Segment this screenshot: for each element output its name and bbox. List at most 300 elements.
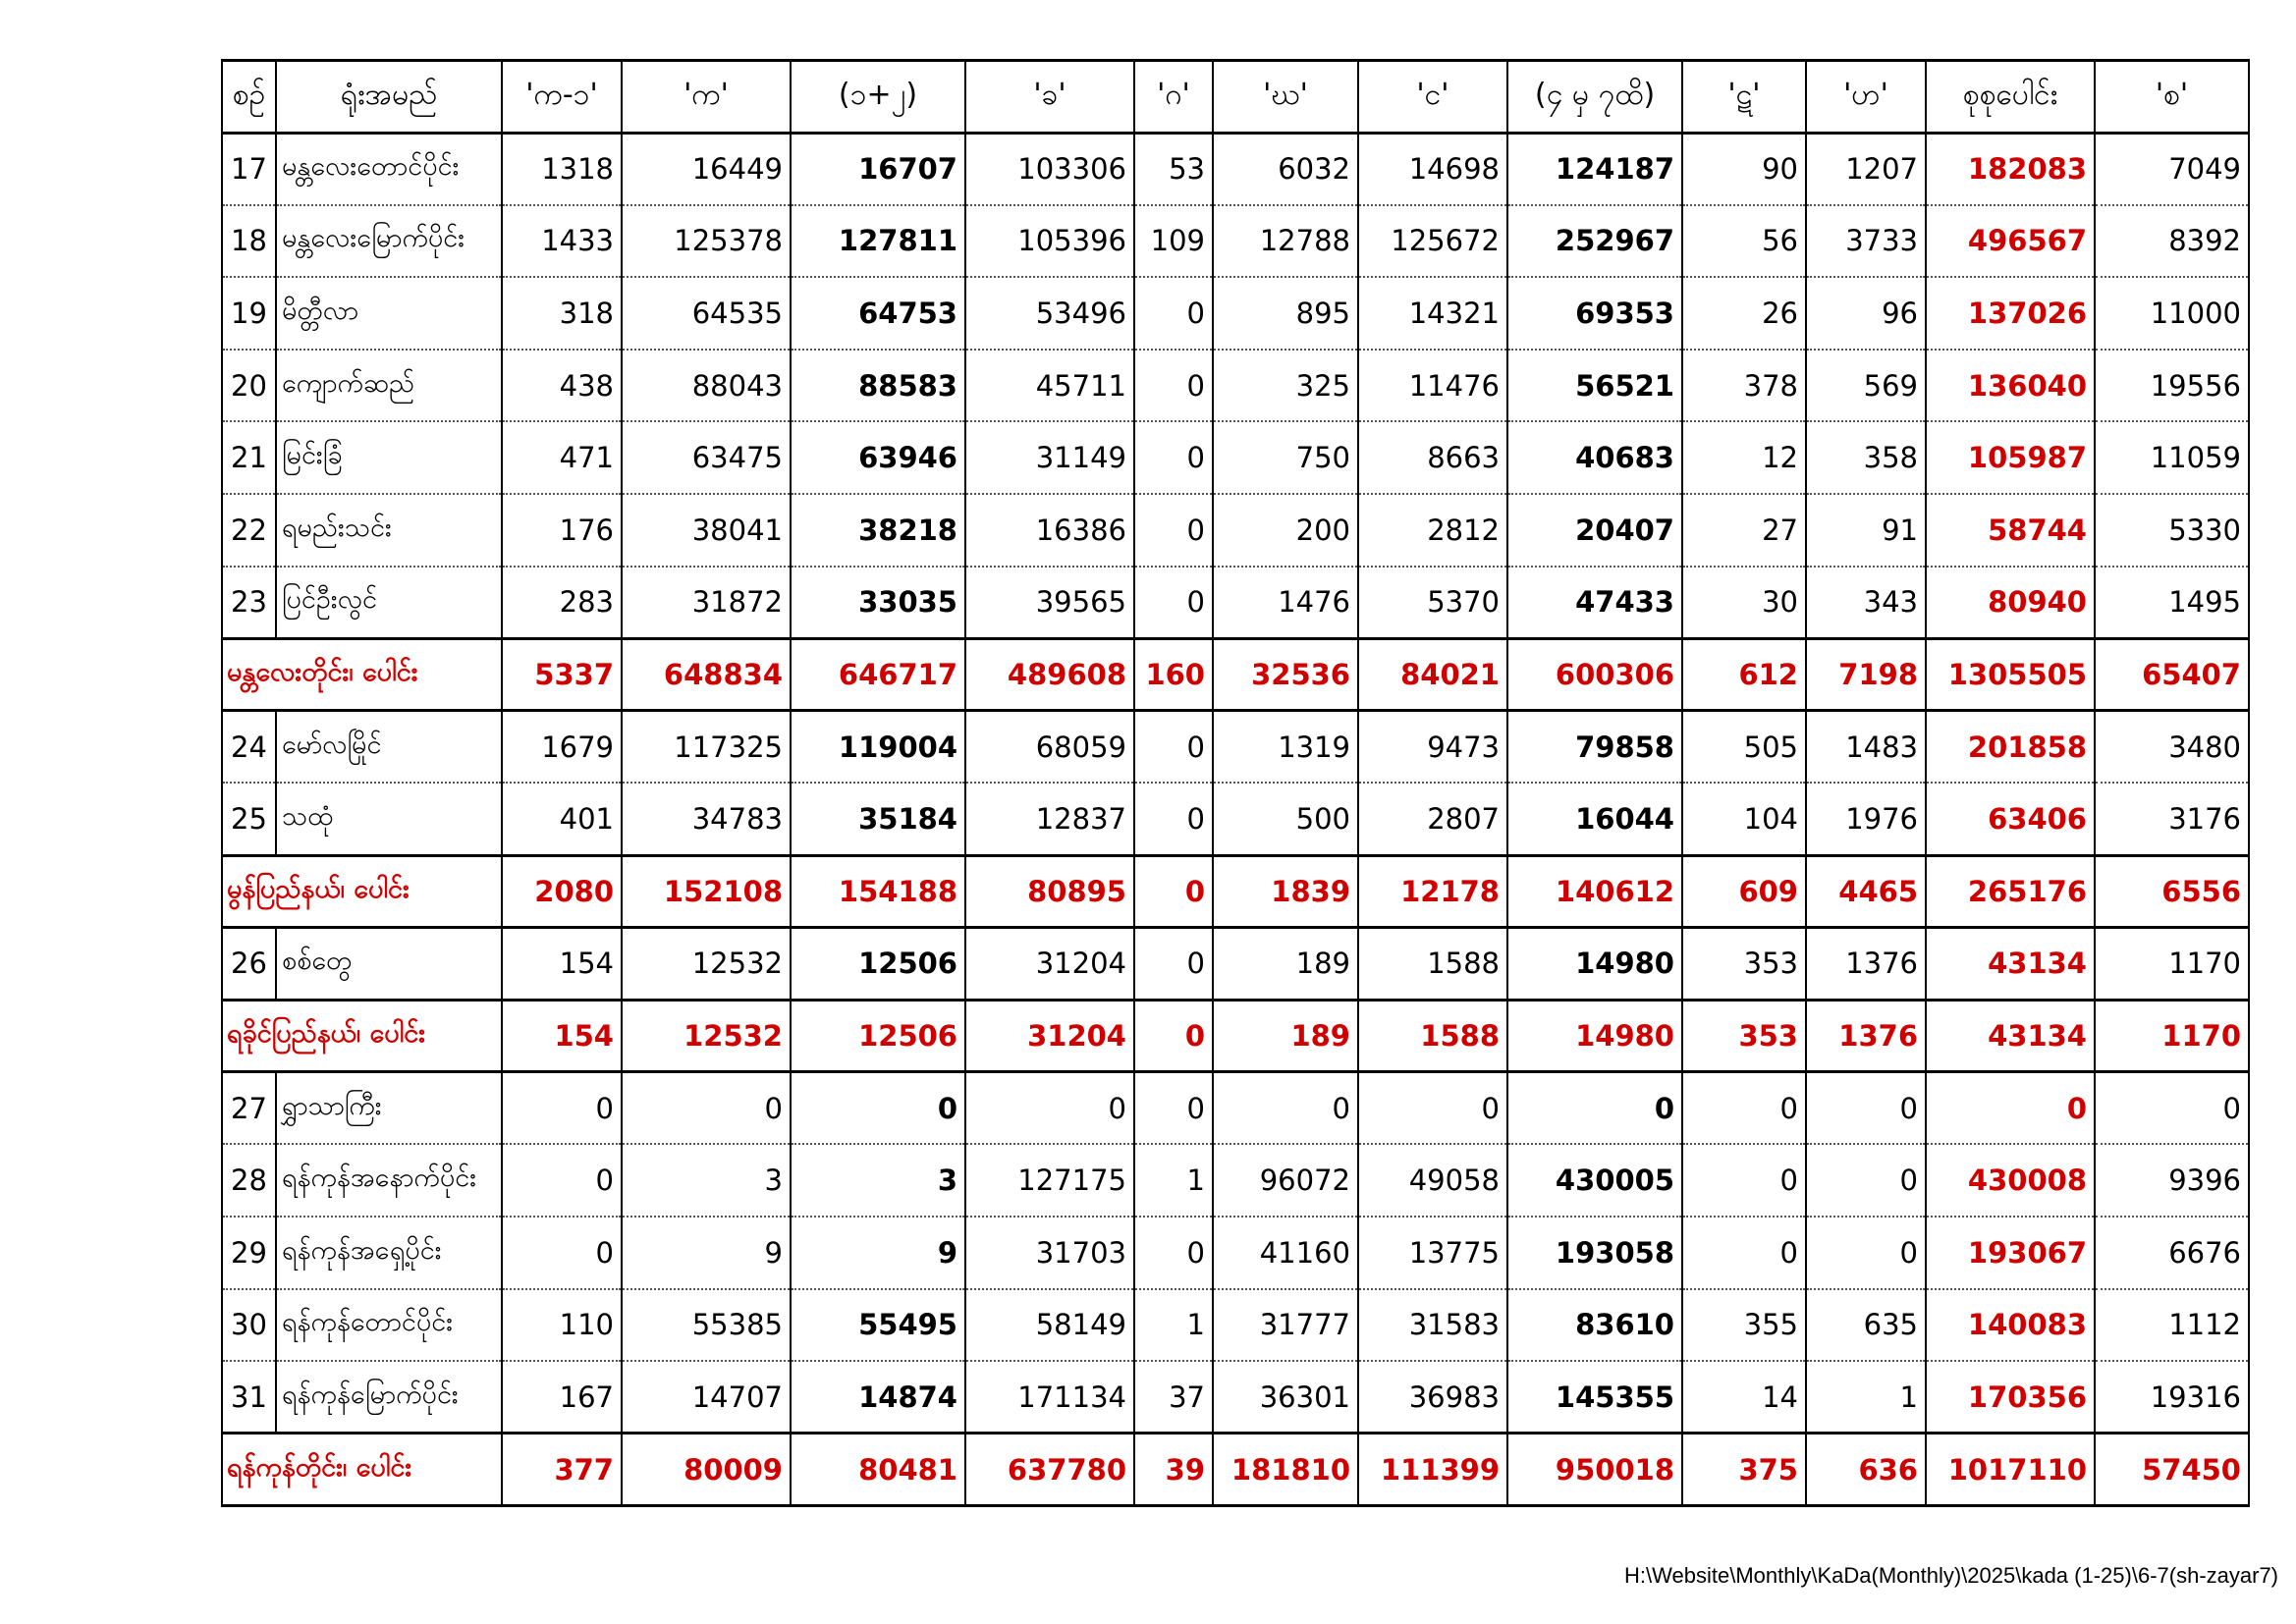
value-cell: 1318 xyxy=(502,133,622,205)
footer-path: H:\Website\Monthly\KaDa(Monthly)\2025\kada (1-25)\6-7(sh-zayar7) xyxy=(1624,1563,2278,1588)
table-row xyxy=(222,1217,2249,1289)
value-cell: 353 xyxy=(1682,1000,1806,1072)
subtotal-label: ရခိုင်ပြည်နယ်၊ ပေါင်း xyxy=(222,1000,502,1072)
value-cell: 53496 xyxy=(965,277,1134,350)
value-cell: 88583 xyxy=(791,350,965,422)
value-cell: 0 xyxy=(1134,1217,1213,1289)
value-cell: 39565 xyxy=(965,567,1134,639)
value-cell: 0 xyxy=(1134,350,1213,422)
value-cell: 30 xyxy=(1682,567,1806,639)
value-cell: 0 xyxy=(1682,1072,1806,1145)
column-header: 'ဟ' xyxy=(1806,61,1926,134)
value-cell: 1588 xyxy=(1358,928,1507,1001)
value-cell: 125378 xyxy=(622,205,791,278)
table-row xyxy=(222,1072,2249,1145)
value-cell: 37 xyxy=(1134,1361,1213,1434)
subtotal-row xyxy=(222,855,2249,928)
column-header: (၄ မှ ၇ထိ) xyxy=(1507,61,1682,134)
value-cell: 14980 xyxy=(1507,928,1682,1001)
value-cell: 950018 xyxy=(1507,1434,1682,1506)
value-cell: 438 xyxy=(502,350,622,422)
value-cell: 84021 xyxy=(1358,638,1507,711)
value-cell: 0 xyxy=(1682,1144,1806,1217)
value-cell: 343 xyxy=(1806,567,1926,639)
table-body xyxy=(222,133,2249,1505)
office-name: သထုံ xyxy=(276,783,502,855)
office-name: ရွှာသာကြီး xyxy=(276,1072,502,1145)
value-cell: 7198 xyxy=(1806,638,1926,711)
office-name: ကျောက်ဆည် xyxy=(276,350,502,422)
value-cell: 38041 xyxy=(622,494,791,567)
row-index: 28 xyxy=(222,1144,276,1217)
total-cell: 58744 xyxy=(1926,494,2095,567)
value-cell: 55495 xyxy=(791,1289,965,1362)
value-cell: 16449 xyxy=(622,133,791,205)
value-cell: 181810 xyxy=(1213,1434,1358,1506)
table-row xyxy=(222,711,2249,784)
value-cell: 58149 xyxy=(965,1289,1134,1362)
column-header: 'ခ' xyxy=(965,61,1134,134)
value-cell: 0 xyxy=(1806,1144,1926,1217)
total-cell: 496567 xyxy=(1926,205,2095,278)
total-cell: 43134 xyxy=(1926,928,2095,1001)
office-name: မြင်းခြံ xyxy=(276,421,502,494)
value-cell: 12178 xyxy=(1358,855,1507,928)
value-cell: 0 xyxy=(1507,1072,1682,1145)
value-cell: 68059 xyxy=(965,711,1134,784)
value-cell: 895 xyxy=(1213,277,1358,350)
value-cell: 176 xyxy=(502,494,622,567)
column-header: 'က-၁' xyxy=(502,61,622,134)
value-cell: 53 xyxy=(1134,133,1213,205)
column-header: (၁+၂) xyxy=(791,61,965,134)
value-cell: 63946 xyxy=(791,421,965,494)
value-cell: 0 xyxy=(1134,783,1213,855)
value-cell: 252967 xyxy=(1507,205,1682,278)
value-cell: 64535 xyxy=(622,277,791,350)
value-cell: 119004 xyxy=(791,711,965,784)
total-cell: 430008 xyxy=(1926,1144,2095,1217)
value-cell: 80481 xyxy=(791,1434,965,1506)
value-cell: 0 xyxy=(791,1072,965,1145)
value-cell: 39 xyxy=(1134,1434,1213,1506)
value-cell: 12 xyxy=(1682,421,1806,494)
column-header: ရုံးအမည် xyxy=(276,61,502,134)
total-cell: 170356 xyxy=(1926,1361,2095,1434)
value-cell: 0 xyxy=(1134,567,1213,639)
value-cell: 11000 xyxy=(2095,277,2249,350)
value-cell: 0 xyxy=(965,1072,1134,1145)
value-cell: 500 xyxy=(1213,783,1358,855)
value-cell: 171134 xyxy=(965,1361,1134,1434)
value-cell: 117325 xyxy=(622,711,791,784)
value-cell: 12837 xyxy=(965,783,1134,855)
value-cell: 750 xyxy=(1213,421,1358,494)
value-cell: 283 xyxy=(502,567,622,639)
value-cell: 12788 xyxy=(1213,205,1358,278)
value-cell: 154 xyxy=(502,1000,622,1072)
column-header: 'စ' xyxy=(2095,61,2249,134)
value-cell: 40683 xyxy=(1507,421,1682,494)
office-name: မိတ္တီလာ xyxy=(276,277,502,350)
total-cell: 265176 xyxy=(1926,855,2095,928)
value-cell: 377 xyxy=(502,1434,622,1506)
value-cell: 648834 xyxy=(622,638,791,711)
value-cell: 1 xyxy=(1806,1361,1926,1434)
value-cell: 14 xyxy=(1682,1361,1806,1434)
value-cell: 105396 xyxy=(965,205,1134,278)
value-cell: 57450 xyxy=(2095,1434,2249,1506)
column-header: 'ဂ' xyxy=(1134,61,1213,134)
total-cell: 0 xyxy=(1926,1072,2095,1145)
value-cell: 79858 xyxy=(1507,711,1682,784)
value-cell: 0 xyxy=(502,1072,622,1145)
value-cell: 1319 xyxy=(1213,711,1358,784)
table-row xyxy=(222,928,2249,1001)
value-cell: 64753 xyxy=(791,277,965,350)
value-cell: 3 xyxy=(622,1144,791,1217)
value-cell: 35184 xyxy=(791,783,965,855)
value-cell: 1495 xyxy=(2095,567,2249,639)
value-cell: 1112 xyxy=(2095,1289,2249,1362)
value-cell: 6556 xyxy=(2095,855,2249,928)
value-cell: 1 xyxy=(1134,1144,1213,1217)
row-index: 29 xyxy=(222,1217,276,1289)
row-index: 30 xyxy=(222,1289,276,1362)
value-cell: 124187 xyxy=(1507,133,1682,205)
value-cell: 0 xyxy=(1358,1072,1507,1145)
subtotal-row xyxy=(222,638,2249,711)
value-cell: 69353 xyxy=(1507,277,1682,350)
row-index: 24 xyxy=(222,711,276,784)
value-cell: 1839 xyxy=(1213,855,1358,928)
value-cell: 127811 xyxy=(791,205,965,278)
table-row xyxy=(222,567,2249,639)
value-cell: 2812 xyxy=(1358,494,1507,567)
value-cell: 13775 xyxy=(1358,1217,1507,1289)
office-name: မန္တလေးမြောက်ပိုင်း xyxy=(276,205,502,278)
value-cell: 1 xyxy=(1134,1289,1213,1362)
value-cell: 0 xyxy=(1134,494,1213,567)
total-cell: 1017110 xyxy=(1926,1434,2095,1506)
subtotal-row xyxy=(222,1000,2249,1072)
value-cell: 318 xyxy=(502,277,622,350)
value-cell: 609 xyxy=(1682,855,1806,928)
row-index: 17 xyxy=(222,133,276,205)
subtotal-row xyxy=(222,1434,2249,1506)
value-cell: 31204 xyxy=(965,928,1134,1001)
office-name: ရန်ကုန်အရှေ့ပိုင်း xyxy=(276,1217,502,1289)
value-cell: 110 xyxy=(502,1289,622,1362)
total-cell: 43134 xyxy=(1926,1000,2095,1072)
value-cell: 471 xyxy=(502,421,622,494)
value-cell: 612 xyxy=(1682,638,1806,711)
value-cell: 152108 xyxy=(622,855,791,928)
row-index: 31 xyxy=(222,1361,276,1434)
value-cell: 325 xyxy=(1213,350,1358,422)
value-cell: 31703 xyxy=(965,1217,1134,1289)
value-cell: 4465 xyxy=(1806,855,1926,928)
value-cell: 33035 xyxy=(791,567,965,639)
row-index: 19 xyxy=(222,277,276,350)
value-cell: 2080 xyxy=(502,855,622,928)
value-cell: 160 xyxy=(1134,638,1213,711)
value-cell: 19556 xyxy=(2095,350,2249,422)
value-cell: 36301 xyxy=(1213,1361,1358,1434)
value-cell: 0 xyxy=(1134,421,1213,494)
value-cell: 7049 xyxy=(2095,133,2249,205)
table-row xyxy=(222,494,2249,567)
subtotal-label: မွန်ပြည်နယ်၊ ပေါင်း xyxy=(222,855,502,928)
value-cell: 0 xyxy=(502,1144,622,1217)
value-cell: 96 xyxy=(1806,277,1926,350)
value-cell: 154 xyxy=(502,928,622,1001)
value-cell: 353 xyxy=(1682,928,1806,1001)
column-header: 'ဃ' xyxy=(1213,61,1358,134)
value-cell: 31583 xyxy=(1358,1289,1507,1362)
table-row xyxy=(222,1289,2249,1362)
column-header: 'င' xyxy=(1358,61,1507,134)
value-cell: 0 xyxy=(1682,1217,1806,1289)
table-row xyxy=(222,350,2249,422)
row-index: 20 xyxy=(222,350,276,422)
total-cell: 105987 xyxy=(1926,421,2095,494)
value-cell: 9396 xyxy=(2095,1144,2249,1217)
row-index: 25 xyxy=(222,783,276,855)
value-cell: 200 xyxy=(1213,494,1358,567)
value-cell: 3733 xyxy=(1806,205,1926,278)
value-cell: 1170 xyxy=(2095,928,2249,1001)
value-cell: 0 xyxy=(1134,277,1213,350)
value-cell: 16386 xyxy=(965,494,1134,567)
row-index: 27 xyxy=(222,1072,276,1145)
office-name: မန္တလေးတောင်ပိုင်း xyxy=(276,133,502,205)
value-cell: 31777 xyxy=(1213,1289,1358,1362)
value-cell: 9473 xyxy=(1358,711,1507,784)
value-cell: 32536 xyxy=(1213,638,1358,711)
value-cell: 0 xyxy=(1134,1072,1213,1145)
value-cell: 36983 xyxy=(1358,1361,1507,1434)
value-cell: 12506 xyxy=(791,928,965,1001)
value-cell: 430005 xyxy=(1507,1144,1682,1217)
value-cell: 56 xyxy=(1682,205,1806,278)
value-cell: 0 xyxy=(1134,1000,1213,1072)
value-cell: 0 xyxy=(1134,855,1213,928)
value-cell: 14980 xyxy=(1507,1000,1682,1072)
value-cell: 1376 xyxy=(1806,928,1926,1001)
value-cell: 12506 xyxy=(791,1000,965,1072)
total-cell: 1305505 xyxy=(1926,638,2095,711)
table-row xyxy=(222,133,2249,205)
value-cell: 31204 xyxy=(965,1000,1134,1072)
value-cell: 14874 xyxy=(791,1361,965,1434)
value-cell: 140612 xyxy=(1507,855,1682,928)
value-cell: 80895 xyxy=(965,855,1134,928)
value-cell: 14707 xyxy=(622,1361,791,1434)
value-cell: 1376 xyxy=(1806,1000,1926,1072)
value-cell: 9 xyxy=(622,1217,791,1289)
office-name: ရန်ကုန်မြောက်ပိုင်း xyxy=(276,1361,502,1434)
value-cell: 1476 xyxy=(1213,567,1358,639)
value-cell: 189 xyxy=(1213,928,1358,1001)
row-index: 23 xyxy=(222,567,276,639)
value-cell: 401 xyxy=(502,783,622,855)
total-cell: 136040 xyxy=(1926,350,2095,422)
total-cell: 182083 xyxy=(1926,133,2095,205)
value-cell: 31872 xyxy=(622,567,791,639)
column-header: စုစုပေါင်း xyxy=(1926,61,2095,134)
office-name: ရမည်းသင်း xyxy=(276,494,502,567)
value-cell: 1588 xyxy=(1358,1000,1507,1072)
table-row xyxy=(222,277,2249,350)
value-cell: 167 xyxy=(502,1361,622,1434)
value-cell: 145355 xyxy=(1507,1361,1682,1434)
value-cell: 63475 xyxy=(622,421,791,494)
total-cell: 63406 xyxy=(1926,783,2095,855)
value-cell: 5330 xyxy=(2095,494,2249,567)
value-cell: 1433 xyxy=(502,205,622,278)
value-cell: 104 xyxy=(1682,783,1806,855)
value-cell: 378 xyxy=(1682,350,1806,422)
column-header: စဉ် xyxy=(222,61,276,134)
value-cell: 14321 xyxy=(1358,277,1507,350)
value-cell: 45711 xyxy=(965,350,1134,422)
value-cell: 6032 xyxy=(1213,133,1358,205)
value-cell: 5370 xyxy=(1358,567,1507,639)
value-cell: 26 xyxy=(1682,277,1806,350)
office-name: ရန်ကုန်တောင်ပိုင်း xyxy=(276,1289,502,1362)
subtotal-label: ရန်ကုန်တိုင်း၊ ပေါင်း xyxy=(222,1434,502,1506)
value-cell: 47433 xyxy=(1507,567,1682,639)
value-cell: 8663 xyxy=(1358,421,1507,494)
value-cell: 12532 xyxy=(622,1000,791,1072)
value-cell: 11059 xyxy=(2095,421,2249,494)
subtotal-label: မန္တလေးတိုင်း၊ ပေါင်း xyxy=(222,638,502,711)
value-cell: 3176 xyxy=(2095,783,2249,855)
value-cell: 569 xyxy=(1806,350,1926,422)
value-cell: 14698 xyxy=(1358,133,1507,205)
value-cell: 635 xyxy=(1806,1289,1926,1362)
value-cell: 154188 xyxy=(791,855,965,928)
value-cell: 27 xyxy=(1682,494,1806,567)
table-row xyxy=(222,205,2249,278)
value-cell: 637780 xyxy=(965,1434,1134,1506)
value-cell: 83610 xyxy=(1507,1289,1682,1362)
value-cell: 96072 xyxy=(1213,1144,1358,1217)
total-cell: 201858 xyxy=(1926,711,2095,784)
value-cell: 41160 xyxy=(1213,1217,1358,1289)
value-cell: 636 xyxy=(1806,1434,1926,1506)
value-cell: 16044 xyxy=(1507,783,1682,855)
total-cell: 80940 xyxy=(1926,567,2095,639)
value-cell: 127175 xyxy=(965,1144,1134,1217)
value-cell: 20407 xyxy=(1507,494,1682,567)
column-header: 'ဋ' xyxy=(1682,61,1806,134)
value-cell: 358 xyxy=(1806,421,1926,494)
table-row xyxy=(222,1361,2249,1434)
column-header: 'က' xyxy=(622,61,791,134)
value-cell: 56521 xyxy=(1507,350,1682,422)
value-cell: 2807 xyxy=(1358,783,1507,855)
value-cell: 0 xyxy=(1806,1217,1926,1289)
data-table-container xyxy=(221,59,2250,1507)
table-row xyxy=(222,1144,2249,1217)
value-cell: 0 xyxy=(1806,1072,1926,1145)
value-cell: 111399 xyxy=(1358,1434,1507,1506)
value-cell: 489608 xyxy=(965,638,1134,711)
value-cell: 34783 xyxy=(622,783,791,855)
value-cell: 189 xyxy=(1213,1000,1358,1072)
value-cell: 3480 xyxy=(2095,711,2249,784)
value-cell: 109 xyxy=(1134,205,1213,278)
total-cell: 140083 xyxy=(1926,1289,2095,1362)
value-cell: 0 xyxy=(1134,711,1213,784)
value-cell: 8392 xyxy=(2095,205,2249,278)
total-cell: 137026 xyxy=(1926,277,2095,350)
value-cell: 49058 xyxy=(1358,1144,1507,1217)
value-cell: 0 xyxy=(2095,1072,2249,1145)
row-index: 18 xyxy=(222,205,276,278)
value-cell: 19316 xyxy=(2095,1361,2249,1434)
value-cell: 6676 xyxy=(2095,1217,2249,1289)
value-cell: 193058 xyxy=(1507,1217,1682,1289)
office-name: ရန်ကုန်အနောက်ပိုင်း xyxy=(276,1144,502,1217)
office-name: ပြင်ဦးလွင် xyxy=(276,567,502,639)
value-cell: 600306 xyxy=(1507,638,1682,711)
value-cell: 375 xyxy=(1682,1434,1806,1506)
row-index: 22 xyxy=(222,494,276,567)
row-index: 21 xyxy=(222,421,276,494)
value-cell: 90 xyxy=(1682,133,1806,205)
value-cell: 1207 xyxy=(1806,133,1926,205)
value-cell: 16707 xyxy=(791,133,965,205)
table-row xyxy=(222,421,2249,494)
value-cell: 80009 xyxy=(622,1434,791,1506)
value-cell: 1170 xyxy=(2095,1000,2249,1072)
value-cell: 55385 xyxy=(622,1289,791,1362)
header-row xyxy=(222,61,2249,134)
value-cell: 5337 xyxy=(502,638,622,711)
office-name: စစ်တွေ xyxy=(276,928,502,1001)
data-table xyxy=(221,59,2250,1507)
value-cell: 0 xyxy=(1134,928,1213,1001)
row-index: 26 xyxy=(222,928,276,1001)
value-cell: 11476 xyxy=(1358,350,1507,422)
value-cell: 0 xyxy=(502,1217,622,1289)
value-cell: 0 xyxy=(622,1072,791,1145)
table-row xyxy=(222,783,2249,855)
value-cell: 91 xyxy=(1806,494,1926,567)
value-cell: 1483 xyxy=(1806,711,1926,784)
value-cell: 1976 xyxy=(1806,783,1926,855)
value-cell: 646717 xyxy=(791,638,965,711)
value-cell: 1679 xyxy=(502,711,622,784)
value-cell: 103306 xyxy=(965,133,1134,205)
value-cell: 88043 xyxy=(622,350,791,422)
total-cell: 193067 xyxy=(1926,1217,2095,1289)
value-cell: 3 xyxy=(791,1144,965,1217)
value-cell: 505 xyxy=(1682,711,1806,784)
value-cell: 355 xyxy=(1682,1289,1806,1362)
value-cell: 0 xyxy=(1213,1072,1358,1145)
value-cell: 12532 xyxy=(622,928,791,1001)
value-cell: 31149 xyxy=(965,421,1134,494)
value-cell: 125672 xyxy=(1358,205,1507,278)
value-cell: 9 xyxy=(791,1217,965,1289)
value-cell: 38218 xyxy=(791,494,965,567)
value-cell: 65407 xyxy=(2095,638,2249,711)
office-name: မော်လမြိုင် xyxy=(276,711,502,784)
